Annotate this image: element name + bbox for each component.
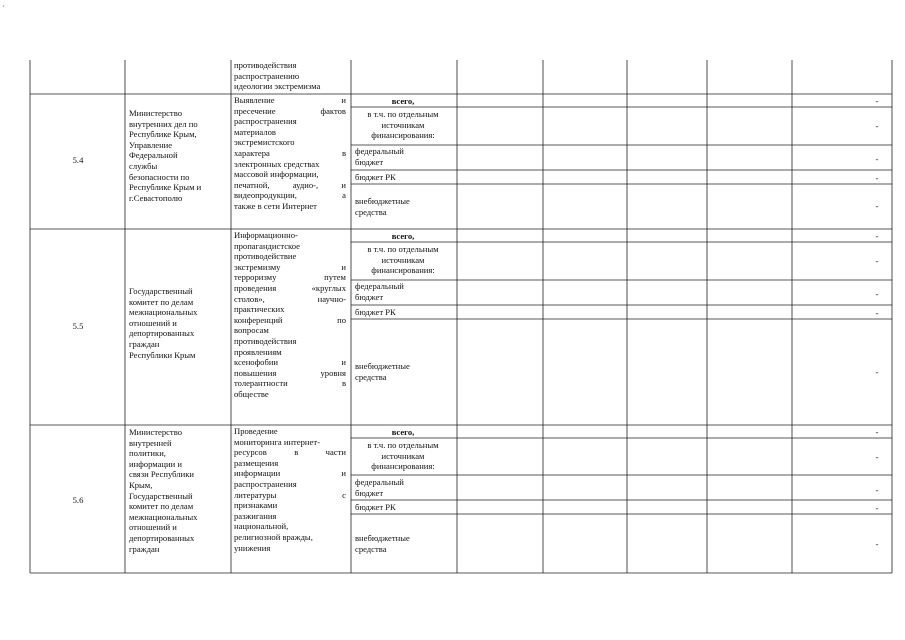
task-word: аудио-, [292,179,319,190]
executor-line: внутренних дел по [129,118,198,129]
task-line [234,447,346,458]
task-line: массовой информации, [234,169,319,180]
fin-federal-line: федеральный [355,281,404,291]
executor-line: межнациональных [129,511,198,522]
task-word: пресечение [234,105,276,116]
amount-dash: - [875,539,879,549]
fin-sources-line: источникам [381,119,425,130]
executor-line: Министерство [129,108,182,118]
executor-line: граждан [129,543,160,554]
row-number: 5.6 [72,495,84,505]
task-word: конференций [234,314,283,325]
task-line: размещения [234,457,279,468]
executor-line: комитет по делам [129,501,194,512]
fin-extra-line: внебюджетные [355,361,410,371]
fin-sources-line: финансирования: [371,265,435,276]
fin-federal-label [355,477,451,498]
task-word: экстремизму [234,261,281,272]
task-word: печатной, [234,179,270,190]
amount-dash: - [875,308,879,318]
top-row-task-text [234,60,346,92]
executor-line: Республике Крым и [129,182,202,193]
task-line: проявлениям [234,346,282,357]
task-word: по [337,314,346,325]
fin-total-label: всего, [391,96,415,106]
task-line [234,106,346,117]
executor-line: службы [129,160,158,171]
scan-mark: ´ [2,4,5,14]
row-number: 5.5 [72,321,84,331]
task-line: идеологии экстремизма [234,81,321,92]
task-word: с [342,489,346,500]
fin-extra-line: внебюджетные [355,533,410,543]
task-line [234,368,346,379]
task-word: столов», [234,293,265,304]
task-line [234,490,346,501]
task-line: пропагандистское [234,240,300,251]
fin-extra-line: средства [355,371,387,382]
fin-federal-line: федеральный [355,477,404,487]
task-word: и [341,357,346,368]
task-word: и [341,95,346,105]
task-text [234,426,346,553]
task-line: вопросам [234,325,269,336]
task-line: материалов [234,126,276,137]
amount-dash: - [875,367,879,377]
fin-extra-line: средства [355,543,387,554]
fin-total-label: всего, [391,231,415,241]
task-line [234,315,346,326]
task-line: распространения [234,478,297,489]
fin-total-label: всего, [391,427,415,437]
executor-line: связи Республики [129,469,194,480]
task-line [234,148,346,159]
fin-sources-line: в т.ч. по отдельным [367,244,439,254]
task-line: национальной, [234,521,289,532]
task-line: противодействие [234,251,297,262]
amount-dash: - [875,485,879,495]
amount-dash: - [875,427,879,437]
executor-line: г.Севастополю [129,192,183,203]
task-word: «круглых [311,282,346,293]
executor-line: отношений и [129,522,177,533]
task-line [234,180,346,191]
executor-line: депортированных [129,532,195,543]
task-line: экстремистского [234,137,295,148]
amount-dash: - [875,201,879,211]
task-word: толерантности [234,378,288,389]
task-text [234,230,346,400]
task-line: распространению [234,70,300,81]
fin-sources-label [355,109,451,141]
fin-sources-line: источникам [381,450,425,461]
executor-line: безопасности по [129,171,190,182]
executor-line: политики, [129,448,166,459]
fin-federal-label [355,146,451,167]
executor-text [129,427,229,554]
amount-dash: - [875,256,879,266]
fin-federal-line: бюджет [355,487,384,498]
executor-text [129,108,229,203]
amount-dash: - [875,154,879,164]
fin-extra-label [355,361,451,382]
task-word: ресурсов [234,447,267,458]
task-word: ксенофобии [234,357,279,368]
task-line: распространения [234,116,297,127]
task-line: Информационно- [234,230,298,240]
executor-line: комитет по делам [129,296,194,307]
task-line: также в сети Интернет [234,200,317,211]
task-word: в [294,447,299,458]
fin-federal-label [355,281,451,302]
task-word: уровня [320,367,346,378]
executor-line: Крым, [129,479,153,490]
task-line: Проведение [234,426,278,436]
executor-line: Республики Крым [129,349,196,360]
task-line: религиозной вражды, [234,531,313,542]
amount-dash: - [875,231,879,241]
task-line [234,95,346,106]
fin-extra-line: средства [355,206,387,217]
amount-dash: - [875,173,879,183]
task-word: Выявление [234,95,275,105]
executor-line: информации и [129,458,182,469]
fin-sources-line: источникам [381,254,425,265]
task-text [234,95,346,212]
executor-line: Федеральной [129,150,178,161]
task-word: видеопродукции, [234,190,297,201]
task-line [234,468,346,479]
amount-dash: - [875,96,879,106]
fin-sources-line: в т.ч. по отдельным [367,440,439,450]
executor-line: внутренней [129,437,172,448]
executor-line: Министерство [129,427,182,437]
task-line [234,294,346,305]
task-line: противодействия [234,60,297,70]
task-word: в [341,378,346,389]
executor-line: Республике Крым, [129,129,197,140]
fin-federal-line: бюджет [355,291,384,302]
fin-sources-label [355,440,451,472]
amount-dash: - [875,452,879,462]
task-word: проведения [234,282,277,293]
executor-line: межнациональных [129,307,198,318]
executor-line: депортированных [129,328,195,339]
task-word: фактов [320,105,346,116]
task-word: и [341,468,346,479]
task-word: а [342,190,346,201]
task-line: электронных средствах [234,158,320,169]
task-word: в [341,147,346,158]
amount-dash: - [875,289,879,299]
fin-sources-line: в т.ч. по отдельным [367,109,439,119]
task-line: противодействия [234,335,297,346]
task-word: литературы [234,489,277,500]
fin-rk-label: бюджет РК [355,172,396,182]
task-line [234,272,346,283]
fin-sources-line: финансирования: [371,461,435,472]
row-number: 5.4 [72,155,84,165]
fin-rk-label: бюджет РК [355,502,396,512]
task-word: и [341,261,346,272]
task-line: мониторинга интернет- [234,436,320,447]
fin-extra-line: внебюджетные [355,196,410,206]
task-line [234,262,346,273]
fin-rk-label: бюджет РК [355,307,396,317]
amount-dash: - [875,121,879,131]
task-line: признаками [234,500,278,511]
fin-sources-label [355,244,451,276]
task-line [234,378,346,389]
task-line: разжигания [234,510,277,521]
fin-federal-line: федеральный [355,146,404,156]
task-word: путем [324,272,346,283]
task-word: терроризму [234,272,277,283]
executor-line: Управление [129,139,173,150]
executor-line: Государственный [129,490,193,501]
task-word: части [325,447,346,458]
task-line: унижения [234,542,271,553]
task-line [234,190,346,201]
task-line: обществе [234,388,269,399]
amount-dash: - [875,503,879,513]
task-word: и [341,179,346,190]
task-word: повышения [234,367,277,378]
fin-extra-label [355,533,451,554]
executor-line: Государственный [129,286,193,296]
task-word: информации [234,468,281,479]
task-word: научно- [317,293,346,304]
fin-extra-label [355,196,451,217]
fin-sources-line: финансирования: [371,130,435,141]
task-word: характера [234,147,270,158]
executor-line: граждан [129,338,160,349]
executor-text [129,286,229,360]
task-line [234,357,346,368]
fin-federal-line: бюджет [355,156,384,167]
task-line: практических [234,304,285,315]
executor-line: отношений и [129,317,177,328]
task-line [234,283,346,294]
